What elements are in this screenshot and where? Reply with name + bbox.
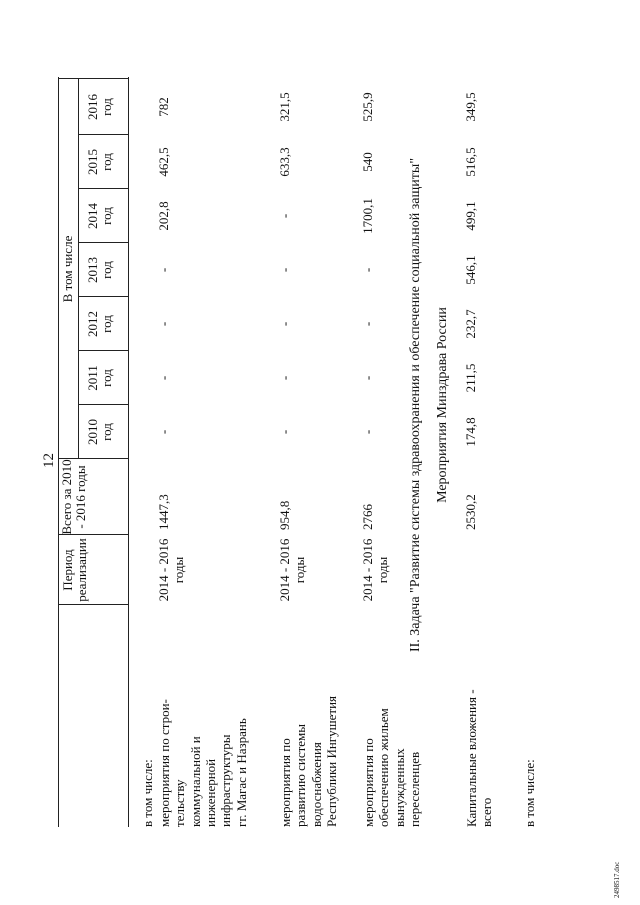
capital-value: 174,8 — [463, 417, 478, 447]
page-number: 12 — [41, 453, 57, 468]
row-name-line: инфраструктуры — [218, 734, 234, 827]
row-total: 2766 — [360, 504, 375, 530]
capital-value: 516,5 — [463, 147, 478, 177]
row-value: - — [277, 321, 292, 327]
row-name-line: мероприятия по — [361, 738, 376, 827]
row-value: 321,5 — [277, 92, 292, 122]
row-total: 954,8 — [277, 500, 292, 530]
row-name-line: развитию системы — [293, 723, 309, 827]
row-name-line: гг. Магас и Назрань — [233, 718, 249, 827]
row-value: - — [156, 321, 171, 327]
row-period-line: 2014 - 2016 — [277, 538, 292, 602]
capital-value: 499,1 — [463, 201, 478, 231]
row-period-line: годы — [375, 556, 390, 584]
header-year: 2011 год — [85, 365, 114, 391]
header-year: 2010 год — [85, 419, 114, 445]
row-value: - — [277, 375, 292, 381]
row-value: - — [277, 267, 292, 273]
row-value: 462,5 — [156, 147, 171, 177]
row-period-line: годы — [292, 556, 307, 584]
row-value: - — [360, 267, 375, 273]
row-name-line: инженерной — [202, 758, 218, 827]
outro-including: в том числе: — [522, 759, 537, 827]
header-year: 2012 год — [85, 311, 114, 337]
row-name-line: мероприятия по — [278, 738, 293, 827]
capital-value: 546,1 — [463, 255, 478, 285]
row-name-line: обеспечению жильем — [376, 708, 392, 827]
row-total: 1447,3 — [156, 494, 171, 530]
header-year: 2016 год — [85, 94, 114, 120]
row-period-line: 2014 - 2016 — [156, 538, 171, 602]
capital-value: 232,7 — [463, 309, 478, 339]
row-value: - — [360, 321, 375, 327]
header-total: Всего за 2010 - 2016 годы — [59, 459, 88, 535]
row-value: 202,8 — [156, 201, 171, 231]
header-year: 2013 год — [85, 257, 114, 283]
row-value: - — [156, 429, 171, 435]
row-name-line: мероприятия по строи- — [157, 699, 172, 827]
intro-including: в том числе: — [140, 759, 155, 827]
capital-total: 2530,2 — [463, 494, 478, 530]
section-title: II. Задача "Развитие системы здравоохранения и обеспечение социальной защиты" — [408, 157, 423, 653]
row-value: 1700,1 — [360, 198, 375, 234]
doc-id: 2498517.doc — [613, 861, 621, 898]
header-including: В том числе — [60, 235, 75, 303]
row-name-line: водоснабжения — [308, 742, 324, 827]
capital-value: 349,5 — [463, 92, 478, 122]
capital-name-line: Капитальные вложения - — [464, 689, 479, 827]
row-value: 782 — [156, 97, 171, 117]
row-value: 540 — [360, 152, 375, 172]
row-name-line: переселенцев — [406, 751, 422, 827]
row-name-line: коммунальной и — [187, 736, 203, 827]
row-name-line: Республики Ингушетия — [323, 695, 339, 827]
row-period-line: 2014 - 2016 — [360, 538, 375, 602]
capital-value: 211,5 — [463, 363, 478, 393]
header-period: Период реализации — [60, 538, 89, 602]
header-bottom-line — [128, 77, 129, 827]
row-value: - — [360, 375, 375, 381]
row-value: - — [156, 267, 171, 273]
header-year: 2014 год — [85, 203, 114, 229]
row-value: 633,3 — [277, 147, 292, 177]
row-value: - — [156, 375, 171, 381]
capital-name-line: всего — [479, 797, 495, 827]
row-value: - — [277, 213, 292, 219]
row-value: - — [360, 429, 375, 435]
header-top-line — [58, 77, 59, 827]
header-year: 2015 год — [85, 149, 114, 175]
header-sub-line — [78, 79, 79, 459]
row-period-line: годы — [171, 556, 186, 584]
row-value: 525,9 — [360, 92, 375, 122]
subsection-title: Мероприятия Минздрава России — [435, 307, 450, 503]
row-name-line: вынужденных — [391, 748, 407, 827]
row-name-line: тельству — [172, 779, 188, 827]
row-value: - — [277, 429, 292, 435]
